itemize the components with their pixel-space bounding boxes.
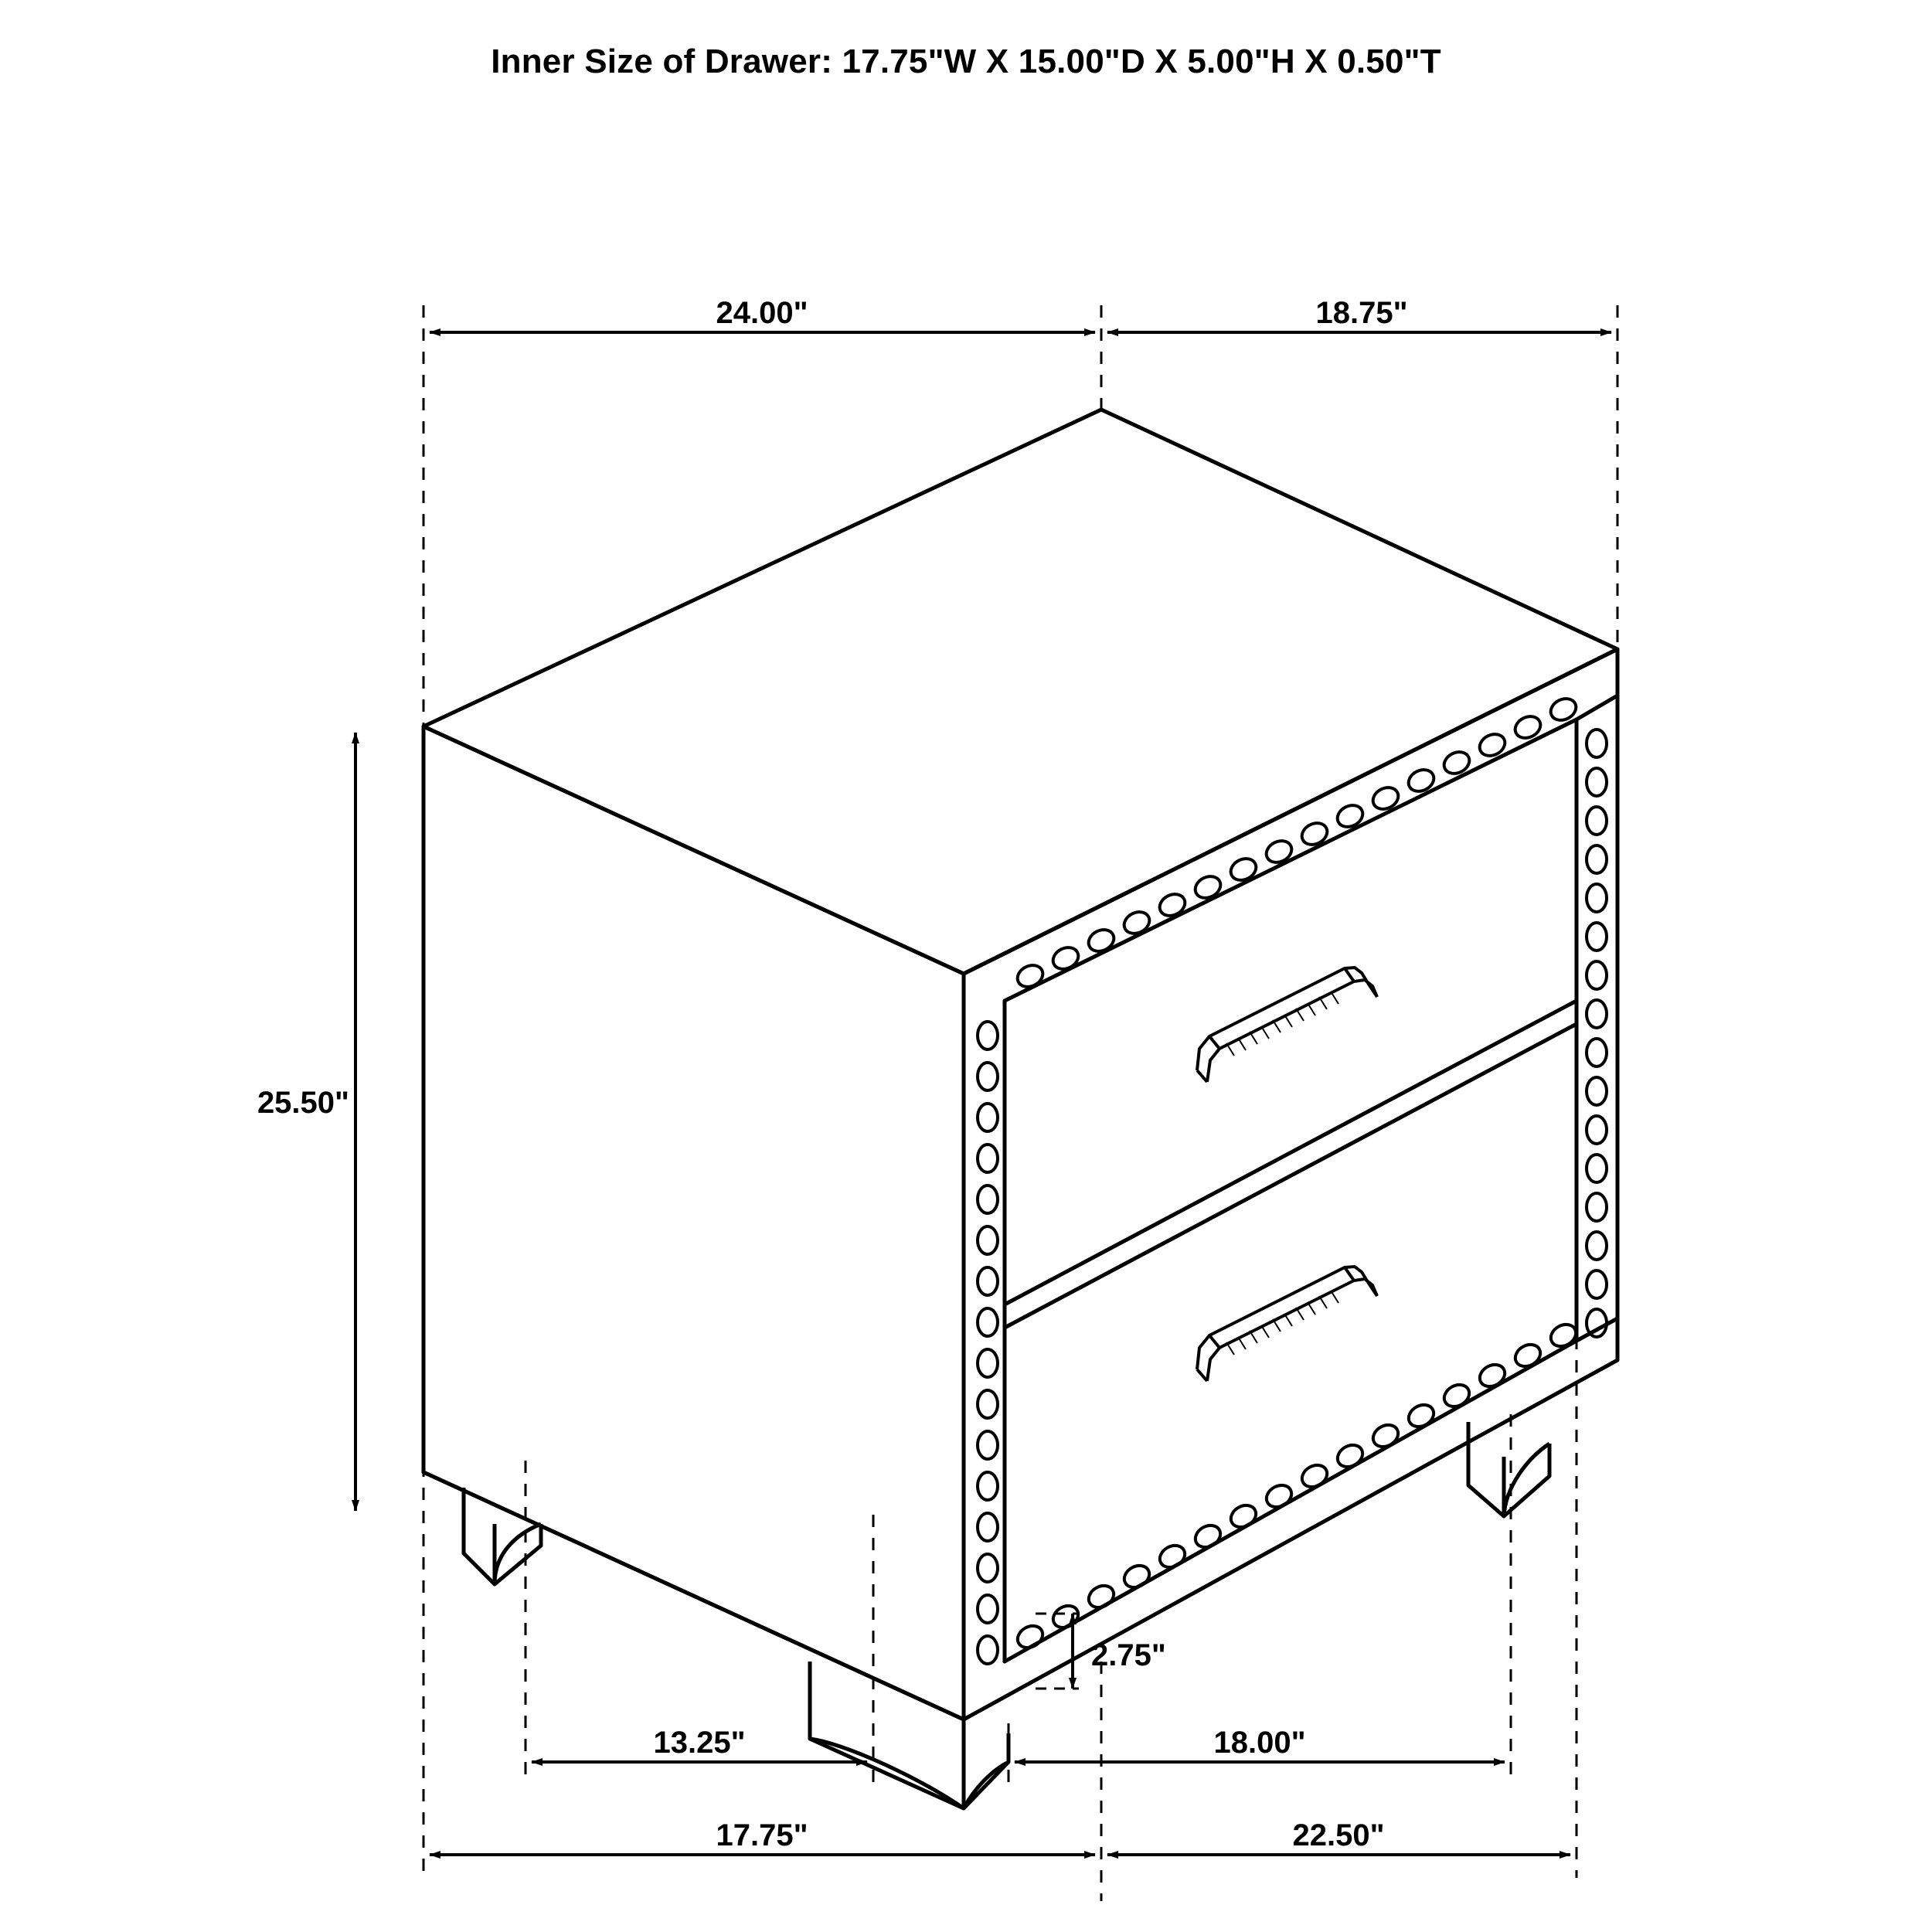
dimension-label-13-25: 13.25" [653, 1726, 746, 1760]
nightstand-illustration [423, 410, 1617, 1719]
dimension-label-17-75: 17.75" [716, 1818, 808, 1852]
leg-front-left [464, 1488, 541, 1584]
dimension-label-22-50: 22.50" [1292, 1818, 1385, 1852]
nailhead-trim-left [978, 1022, 998, 1664]
nailhead-trim-right [1587, 730, 1607, 1337]
leg-front-center [810, 1662, 1009, 1808]
dimension-label-top-left: 24.00" [716, 296, 808, 330]
page-title: Inner Size of Drawer: 17.75"W X 15.00"D X 5.00"H X 0.50"T [491, 43, 1441, 80]
dimension-label-leg-height: 2.75" [1091, 1638, 1166, 1672]
nailhead-trim-top [1014, 695, 1580, 991]
drawer-pull-top [1197, 968, 1377, 1082]
nailhead-trim-bottom [1014, 1320, 1580, 1651]
dimension-label-top-right: 18.75" [1315, 296, 1408, 330]
extension-lines [423, 305, 1617, 1901]
drawer-pull-bottom [1197, 1267, 1377, 1381]
dimension-label-18-00: 18.00" [1213, 1726, 1306, 1760]
dimension-label-height: 25.50" [257, 1086, 349, 1120]
